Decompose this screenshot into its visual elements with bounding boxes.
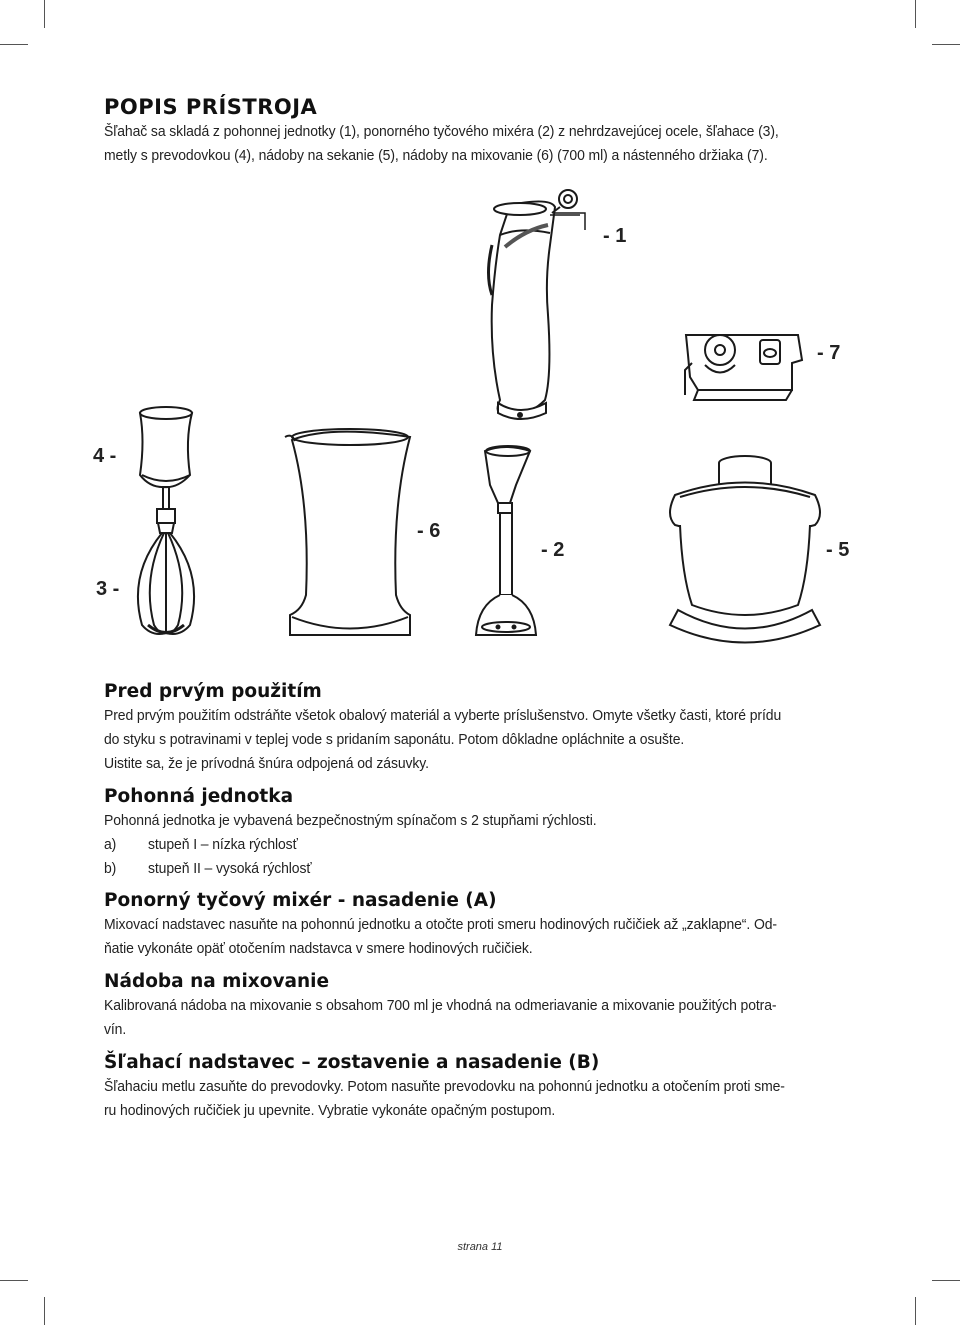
section-heading: Šľahací nadstavec – zostavenie a nasadenie (B) bbox=[104, 1052, 600, 1073]
gearbox-drawing bbox=[140, 407, 192, 511]
label-part-2: - 2 bbox=[541, 539, 565, 561]
crop-mark bbox=[0, 44, 28, 45]
crop-mark bbox=[44, 1297, 45, 1325]
whisk-drawing bbox=[138, 509, 194, 634]
section-motor-unit bbox=[104, 785, 864, 881]
list-item bbox=[104, 857, 864, 881]
page-number: strana 11 bbox=[457, 1241, 503, 1253]
section-line: ru hodinových ručičiek ju upevnite. Vybratie vykonáte opačným postupom. bbox=[104, 1102, 556, 1119]
list-text: stupeň I – nízka rýchlosť bbox=[148, 836, 298, 853]
section-line: Šľahaciu metlu zasuňte do prevodovky. Potom nasuňte prevodovku na pohonnú jednotku a otočením proti sme- bbox=[104, 1078, 785, 1095]
section-line: vín. bbox=[104, 1021, 127, 1038]
beaker-drawing bbox=[285, 429, 410, 635]
section-line: Uistite sa, že je prívodná šnúra odpojená od zásuvky. bbox=[104, 755, 429, 772]
section-blender-attach bbox=[104, 889, 864, 961]
wall-holder-drawing bbox=[685, 335, 802, 400]
section-first-use bbox=[104, 680, 864, 776]
section-beaker bbox=[104, 970, 864, 1042]
motor-unit-drawing bbox=[489, 190, 586, 419]
section-whisk-assembly bbox=[104, 1051, 864, 1123]
intro-line: Šľahač sa skladá z pohonnej jednotky (1), ponorného tyčového mixéra (2) z nehrdzavejúcej ocele, šľahace (3), bbox=[104, 123, 779, 140]
label-part-4: 4 - bbox=[93, 445, 117, 467]
section-line: do styku s potravinami v teplej vode s pridaním saponátu. Potom dôkladne opláchnite a osušte. bbox=[104, 731, 685, 748]
label-part-1: - 1 bbox=[603, 225, 627, 247]
section-line: Kalibrovaná nádoba na mixovanie s obsahom 700 ml je vhodná na odmeriavanie a mixovanie použitých potra- bbox=[104, 997, 777, 1014]
crop-mark bbox=[932, 1280, 960, 1281]
label-part-6: - 6 bbox=[417, 520, 441, 542]
list-key: b) bbox=[104, 860, 117, 877]
parts-illustration bbox=[80, 185, 880, 655]
page-title: POPIS PRÍSTROJA bbox=[104, 95, 318, 119]
section-heading: Pred prvým použitím bbox=[104, 681, 322, 702]
crop-mark bbox=[915, 0, 916, 28]
section-heading: Ponorný tyčový mixér - nasadenie (A) bbox=[104, 890, 497, 911]
chopper-drawing bbox=[670, 456, 820, 643]
label-part-3: 3 - bbox=[96, 578, 120, 600]
list-key: a) bbox=[104, 836, 117, 853]
section-line: Mixovací nadstavec nasuňte na pohonnú jednotku a otočte proti smeru hodinových ručičiek až „zaklapne“. Od- bbox=[104, 916, 777, 933]
section-line: ňatie vykonáte opäť otočením nadstavca v smere hodinových ručičiek. bbox=[104, 940, 533, 957]
section-line: Pohonná jednotka je vybavená bezpečnostným spínačom s 2 stupňami rýchlosti. bbox=[104, 812, 597, 829]
crop-mark bbox=[0, 1280, 28, 1281]
document-page bbox=[104, 94, 864, 168]
crop-mark bbox=[932, 44, 960, 45]
label-part-7: - 7 bbox=[817, 342, 841, 364]
list-text: stupeň II – vysoká rýchlosť bbox=[148, 860, 312, 877]
section-heading: Pohonná jednotka bbox=[104, 786, 294, 807]
crop-mark bbox=[915, 1297, 916, 1325]
list-item bbox=[104, 833, 864, 857]
blender-shaft-drawing bbox=[476, 446, 536, 635]
intro-line: metly s prevodovkou (4), nádoby na sekanie (5), nádoby na mixovanie (6) (700 ml) a nástenného držiaka (7). bbox=[104, 147, 768, 164]
section-line: Pred prvým použitím odstráňte všetok obalový materiál a vyberte príslušenstvo. Omyte všetky časti, ktoré prídu bbox=[104, 707, 782, 724]
label-part-5: - 5 bbox=[826, 539, 850, 561]
intro-paragraph bbox=[104, 120, 864, 168]
section-heading: Nádoba na mixovanie bbox=[104, 971, 330, 992]
crop-mark bbox=[44, 0, 45, 28]
